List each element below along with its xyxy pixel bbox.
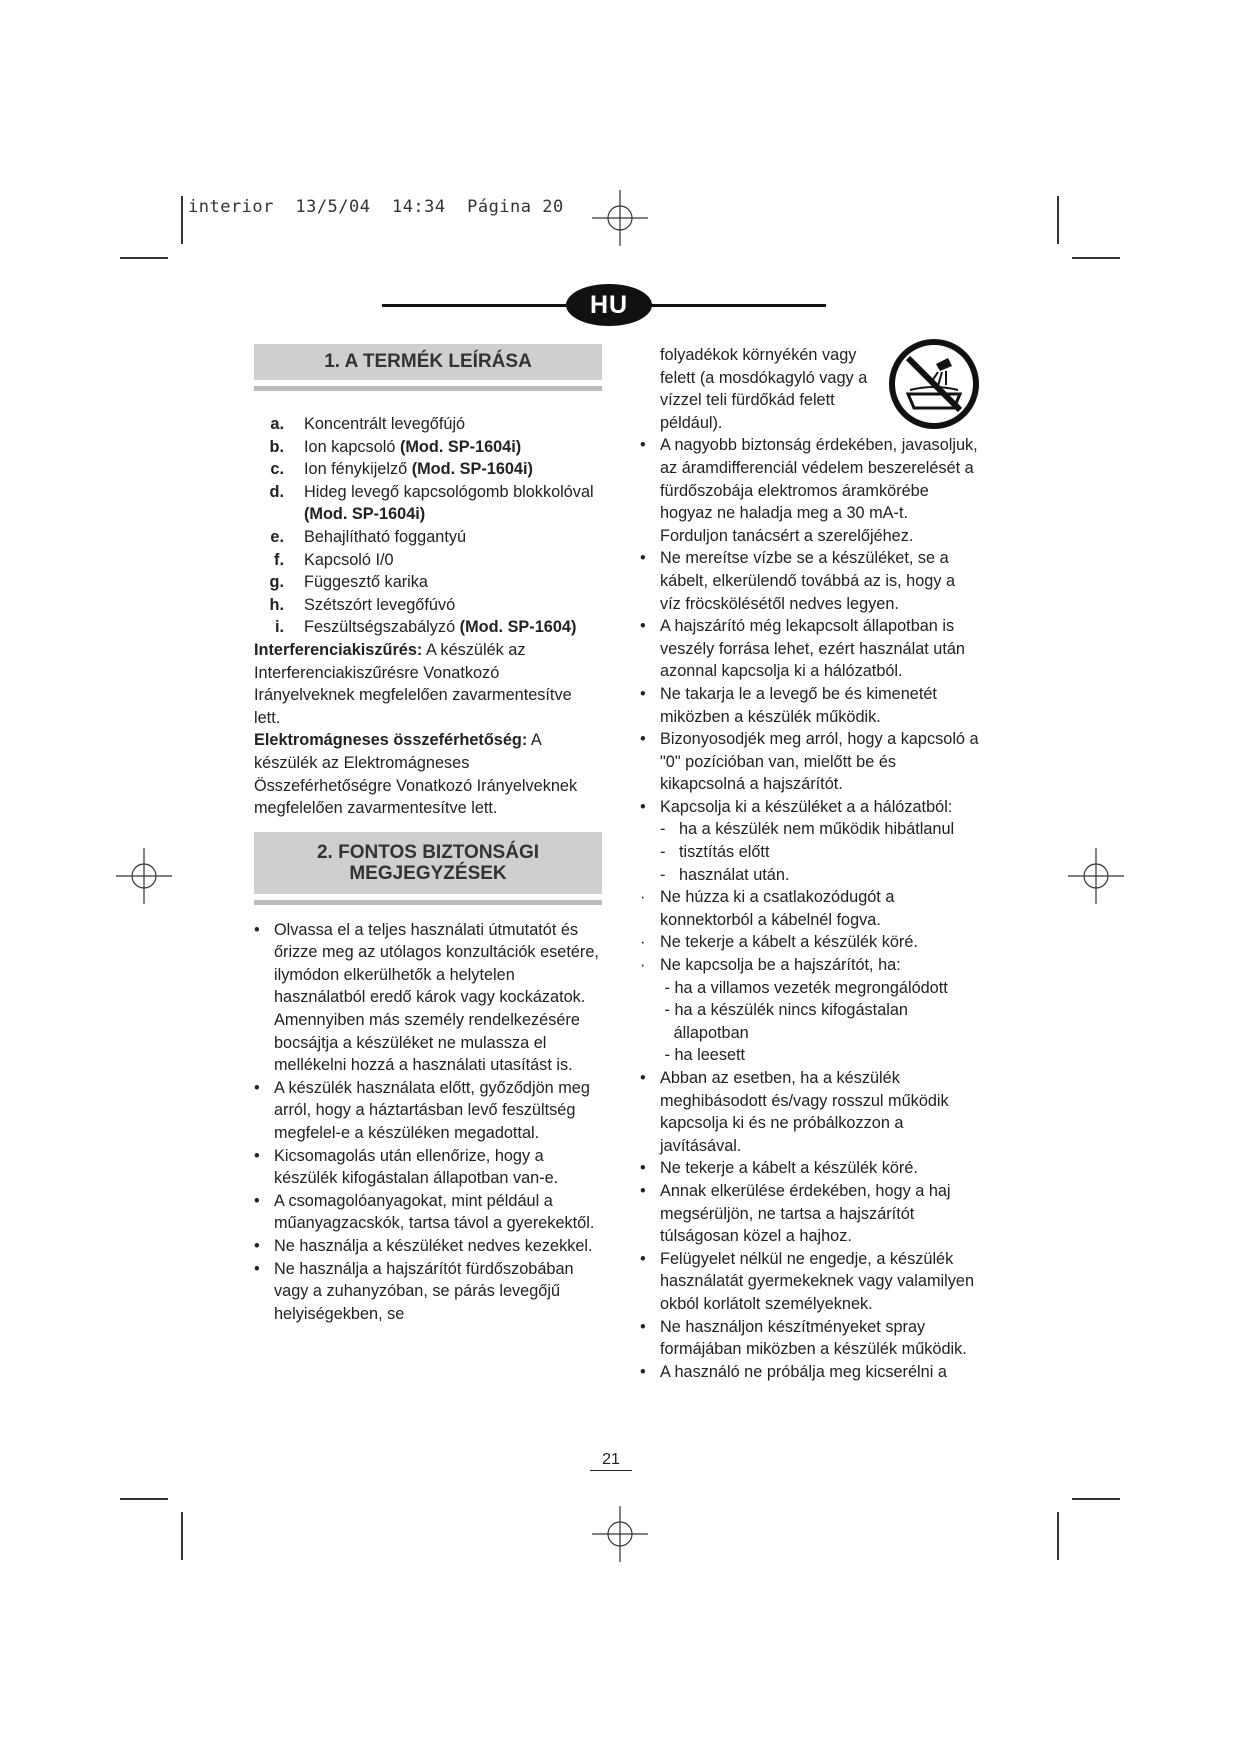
badge-rule-left	[382, 304, 572, 307]
emc-label: Elektromágneses összeférhetőség:	[254, 731, 528, 750]
safety-item	[640, 615, 980, 683]
print-header: interior 13/5/04 14:34 Página 20	[188, 197, 564, 217]
part-model: (Mod. SP-1604i)	[399, 437, 522, 456]
section-1-title: 1. A TERMÉK LEÍRÁSA	[254, 344, 602, 380]
safety-item	[640, 434, 980, 547]
safety-text: Ne takarja le a levegő be és kimenetét miközben a készülék működik.	[660, 684, 937, 726]
bullet-icon: •	[640, 436, 646, 455]
safety-text: Annak elkerülése érdekében, hogy a haj megsérüljön, ne tartsa a hajszárítót túlságosan közel a hajhoz.	[660, 1181, 951, 1246]
part-description: Koncentrált levegőfújó	[304, 415, 466, 433]
part-text	[304, 436, 602, 459]
page-number: 21	[590, 1450, 632, 1471]
section-2-title-line1: 2. FONTOS BIZTONSÁGI	[316, 841, 540, 863]
safety-item	[254, 1145, 602, 1190]
part-letter: h.	[269, 595, 284, 614]
bullet-icon: •	[640, 1317, 646, 1336]
safety-list-right	[640, 434, 980, 1383]
safety-item	[640, 547, 980, 615]
safety-item	[640, 886, 980, 931]
bullet-icon: ·	[640, 933, 646, 952]
part-letter: c.	[270, 460, 284, 479]
registration-mark-icon	[592, 190, 648, 246]
crop-mark-top-right-vertical	[1057, 196, 1059, 244]
bullet-icon: •	[640, 1181, 646, 1200]
part-item	[254, 458, 602, 481]
part-letter: d.	[269, 482, 284, 501]
bullet-icon: •	[640, 549, 646, 568]
safety-item	[254, 1258, 602, 1326]
part-description: Kapcsoló I/0	[304, 550, 394, 569]
bullet-icon: •	[254, 1191, 260, 1210]
part-description: Hideg levegő kapcsológomb blokkolóval	[304, 482, 594, 501]
safety-item	[640, 796, 980, 886]
safety-item	[640, 1067, 980, 1157]
part-text	[304, 526, 602, 549]
safety-subitem: - ha a villamos vezeték megrongálódott	[660, 978, 948, 997]
bullet-icon: •	[640, 617, 646, 636]
safety-subitem: állapotban	[660, 1023, 749, 1042]
safety-text: Felügyelet nélkül ne engedje, a készülék használatát gyermekeknek vagy valamilyen okból korlátolt személyeknek.	[660, 1249, 975, 1313]
left-column	[254, 344, 602, 1325]
badge-rule-right	[646, 304, 826, 307]
safety-text: Ne használjon készítményeket spray formájában miközben a készülék működik.	[660, 1317, 967, 1359]
safety-text: Ne használja a hajszárítót fürdőszobában vagy a zuhanyzóban, se párás levegőjű helyiségekben, se	[274, 1259, 574, 1323]
safety-item	[640, 1361, 980, 1384]
emc-paragraph	[254, 729, 602, 819]
interference-paragraph	[254, 639, 602, 729]
safety-text: Bizonyosodjék meg arról, hogy a kapcsoló a "0" pozícióban van, mielőtt be és kikapcsolná a hajszárítót.	[660, 730, 979, 794]
safety-item	[640, 931, 980, 954]
part-description: Függesztő karika	[304, 573, 428, 592]
part-item	[254, 616, 602, 639]
safety-item	[254, 1190, 602, 1235]
part-letter: b.	[269, 437, 284, 456]
safety-subitem: - tisztítás előtt	[660, 843, 770, 862]
bullet-icon: •	[640, 1159, 646, 1178]
safety-sublist	[660, 977, 980, 1067]
safety-subitem: - használat után.	[660, 865, 790, 884]
safety-text: Ne húzza ki a csatlakozódugót a konnektorból a kábelnél fogva.	[660, 888, 895, 929]
interference-label: Interferenciakiszűrés:	[254, 640, 423, 659]
part-letter: e.	[270, 527, 284, 546]
safety-item	[640, 683, 980, 728]
safety-sublist	[660, 818, 980, 886]
part-text	[304, 571, 602, 594]
safety-text: A hajszárító még lekapcsolt állapotban is veszély forrása lehet, ezért használat után azonnal kapcsolja ki a hálózatból.	[660, 617, 965, 681]
safety-item	[254, 1077, 602, 1145]
safety-item	[640, 954, 980, 1067]
bullet-icon: •	[640, 797, 646, 816]
part-letter: a.	[270, 415, 284, 433]
safety-text: Ne használja a készüléket nedves kezekkel.	[274, 1237, 593, 1255]
continuation-paragraph: folyadékok környékén vagy felett (a mosdókagyló vagy a vízzel teli fürdőkád felett például).	[660, 346, 868, 432]
part-model: (Mod. SP-1604i)	[411, 460, 533, 479]
part-description: Szétszórt levegőfúvó	[304, 595, 456, 614]
safety-item	[640, 1316, 980, 1361]
part-item	[254, 549, 602, 572]
registration-mark-icon	[1068, 848, 1124, 904]
safety-item	[254, 1235, 602, 1258]
crop-mark-bottom-right-horizontal	[1072, 1498, 1120, 1500]
crop-mark-bottom-left-horizontal	[120, 1498, 168, 1500]
part-letter: i.	[274, 618, 284, 637]
crop-mark-top-left-vertical	[181, 196, 183, 244]
crop-mark-top-left-horizontal	[120, 257, 168, 259]
safety-list-left	[254, 919, 602, 1326]
safety-text: Ne tekerje a kábelt a készülék köré.	[660, 1159, 918, 1178]
bullet-icon: •	[640, 1249, 646, 1268]
part-text	[304, 616, 602, 639]
part-item	[254, 436, 602, 459]
part-description: Ion kapcsoló	[304, 437, 400, 456]
language-badge: HU	[566, 284, 652, 326]
part-item	[254, 526, 602, 549]
safety-text: Ne mereítse vízbe se a készüléket, se a kábelt, elkerülendő továbbá az is, hogy a víz fröcskölésétől nedves legyen.	[660, 549, 956, 613]
part-item	[254, 413, 602, 436]
registration-mark-icon	[116, 848, 172, 904]
section-2-title-line2: MEGJEGYZÉSEK	[349, 862, 507, 884]
safety-item	[640, 728, 980, 796]
safety-item	[254, 919, 602, 1077]
right-column	[640, 344, 980, 1383]
bullet-icon: •	[640, 684, 646, 703]
safety-item	[640, 1157, 980, 1180]
safety-text: A készülék használata előtt, győződjön meg arról, hogy a háztartásban levő feszültség megfelel-e a készüléken megadottal.	[274, 1078, 590, 1143]
emc-text: A készülék az Elektromágneses Összeférhetőségre Vonatkozó Irányelveknek megfelelően zavarmentesítve lett.	[254, 731, 578, 818]
part-description: Feszültségszabályzó	[304, 618, 460, 637]
safety-text: A csomagolóanyagokat, mint például a műanyagzacskók, tartsa távol a gyerekektől.	[274, 1191, 595, 1233]
registration-mark-icon	[592, 1506, 648, 1562]
safety-text: Ne tekerje a kábelt a készülék köré.	[660, 933, 918, 952]
safety-text: A nagyobb biztonság érdekében, javasoljuk, az áramdifferenciál védelem beszerelését a fürdőszobája elektromos áramkörébe hogyaz ne haladja meg a 30 mA-t. Forduljon tanácsért a szerelőjéhez.	[660, 436, 978, 545]
crop-mark-bottom-right-vertical	[1057, 1512, 1059, 1560]
part-letter: g.	[269, 573, 284, 592]
safety-subitem: - ha a készülék nincs kifogástalan	[660, 1001, 908, 1020]
bullet-icon: •	[640, 730, 646, 749]
crop-mark-bottom-left-vertical	[181, 1512, 183, 1560]
part-description: Ion fénykijelző	[304, 460, 412, 479]
bullet-icon: •	[640, 1362, 646, 1381]
part-text	[304, 594, 602, 617]
section-2-title	[254, 832, 602, 894]
safety-text: Olvassa el a teljes használati útmutatót és őrizze meg az utólagos konzultációk esetére, ilymódon elkerülhetők a helytelen használatból eredő károk vagy kockázatok. Amennyiben más személy rendelkezésére bocsájtja a készüléket ne mulassza el mellékelni hozzá a használati utasítást is.	[274, 920, 599, 1075]
bullet-icon: •	[254, 1259, 260, 1278]
safety-text: Abban az esetben, ha a készülék meghibásodott és/vagy rosszul működik kapcsolja ki és ne próbálkozzon a javításával.	[660, 1069, 949, 1155]
part-text	[304, 458, 602, 481]
bullet-icon: •	[254, 1237, 260, 1255]
bullet-icon: •	[254, 920, 260, 939]
safety-text: Kicsomagolás után ellenőrize, hogy a készülék kifogástalan állapotban van-e.	[274, 1146, 559, 1188]
part-description: Behajlítható foggantyú	[304, 527, 467, 546]
section-1-bar	[254, 386, 602, 391]
safety-item	[640, 1248, 980, 1316]
safety-text: A használó ne próbálja meg kicserélni a	[660, 1362, 947, 1381]
part-model: (Mod. SP-1604)	[459, 618, 577, 637]
part-item	[254, 594, 602, 617]
part-text	[304, 481, 602, 526]
part-model: (Mod. SP-1604i)	[304, 505, 426, 524]
safety-text: Ne kapcsolja be a hajszárítót, ha:	[660, 956, 901, 975]
bullet-icon: •	[254, 1146, 260, 1165]
safety-subitem: - ha a készülék nem működik hibátlanul	[660, 820, 955, 839]
part-item	[254, 571, 602, 594]
safety-text: Kapcsolja ki a készüléket a a hálózatból:	[660, 797, 953, 816]
bullet-icon: •	[254, 1078, 260, 1097]
bullet-icon: •	[640, 1069, 646, 1087]
part-letter: f.	[274, 550, 284, 569]
crop-mark-top-right-horizontal	[1072, 257, 1120, 259]
safety-subitem: - ha leesett	[660, 1046, 746, 1065]
part-text	[304, 549, 602, 572]
part-text	[304, 413, 602, 436]
interference-text: A készülék az Interferenciakiszűrésre Vonatkozó Irányelveknek megfelelően zavarmentesítve lett.	[254, 640, 572, 727]
bullet-icon: ·	[640, 956, 646, 975]
bullet-icon: ·	[640, 888, 646, 907]
part-item	[254, 481, 602, 526]
parts-list	[254, 413, 602, 639]
safety-item	[640, 1180, 980, 1248]
